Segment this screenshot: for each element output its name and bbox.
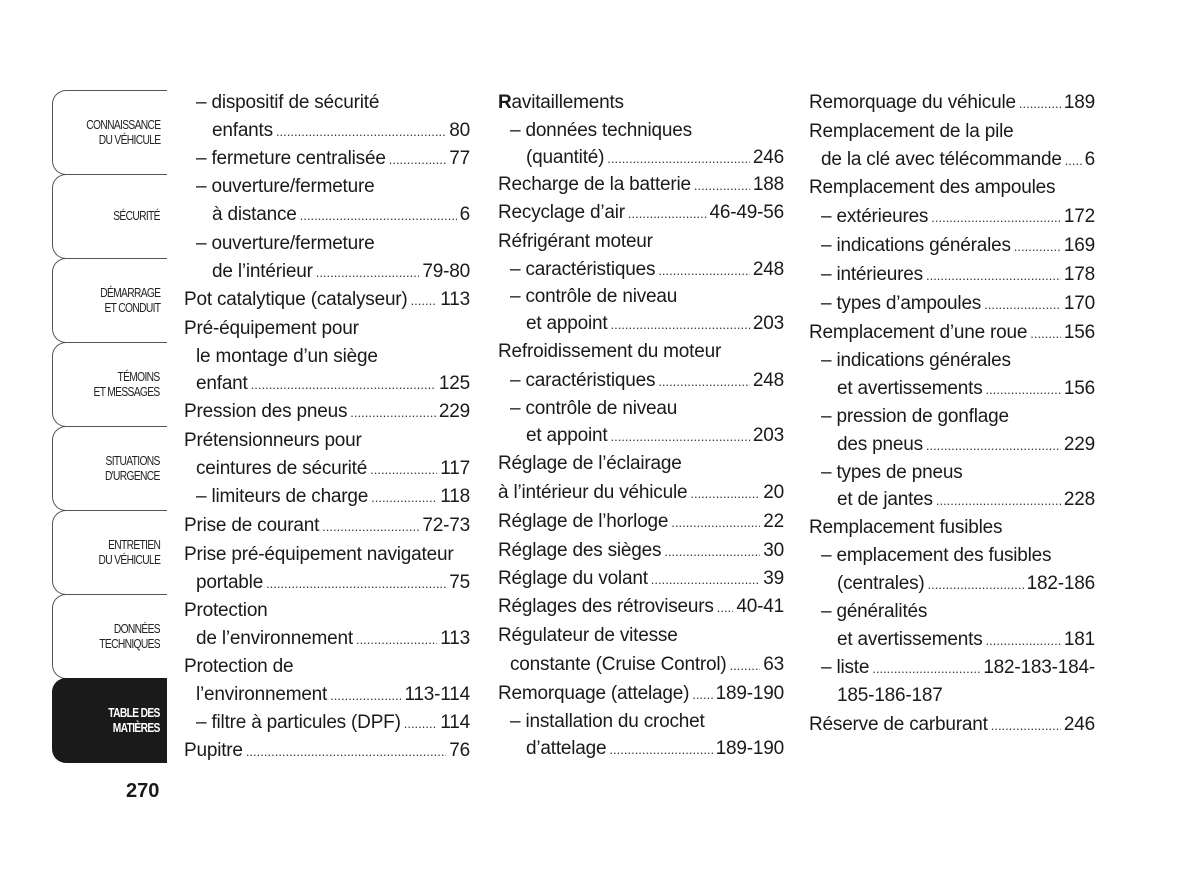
side-tabs (52, 90, 167, 763)
index-entry (184, 370, 470, 397)
entry-page: 178 (1063, 264, 1095, 285)
index-entry (498, 422, 784, 449)
dot-leader (717, 592, 734, 621)
entry-text: à l’intérieur du véhicule (498, 482, 688, 503)
tab-label: CONNAISSANCE DU VÉHICULE (85, 117, 160, 147)
index-entry (498, 171, 784, 198)
index-entry (498, 507, 784, 536)
tab-entretien-du-vehicule[interactable] (52, 510, 167, 595)
index-entry: Réglage de l’éclairage (498, 453, 682, 474)
dot-leader (404, 708, 438, 737)
index-entry (184, 511, 470, 540)
index-entry (184, 455, 470, 482)
index-entry (498, 256, 784, 283)
dot-leader (931, 202, 1061, 231)
page-number: 270 (126, 780, 160, 802)
entry-text: – fermeture centralisée (196, 148, 386, 169)
index-entry (809, 146, 1095, 173)
entry-page: 203 (752, 313, 784, 334)
index-entry: Remplacement des ampoules (809, 177, 1056, 198)
dot-leader (389, 144, 447, 173)
entry-text: Recharge de la batterie (498, 174, 691, 195)
dot-leader (610, 422, 749, 449)
index-entry (809, 289, 1095, 318)
index-entry: – contrôle de niveau (510, 398, 678, 419)
tab-label: ENTRETIEN DU VÉHICULE (98, 537, 160, 567)
index-entry (498, 735, 784, 762)
entry-text: à distance (212, 204, 297, 225)
index-entry: Ravitaillements (498, 92, 624, 113)
entry-page: 22 (763, 511, 784, 532)
entry-text: – indications générales (821, 235, 1011, 256)
entry-page: 229 (438, 401, 470, 422)
dot-leader (370, 455, 437, 482)
entry-page: 156 (1063, 378, 1095, 399)
tab-donnees-techniques[interactable] (52, 594, 167, 679)
dot-leader (322, 511, 419, 540)
entry-text: des pneus (837, 434, 923, 455)
tab-connaissance-du-vehicule[interactable] (52, 90, 167, 175)
entry-text: Réglage des sièges (498, 540, 662, 561)
index-entry (184, 569, 470, 596)
entry-text: Réserve de carburant (809, 714, 988, 735)
dot-leader (694, 171, 750, 198)
index-entry (184, 397, 470, 426)
index-entry: Pré-équipement pour (184, 318, 359, 339)
dot-leader (411, 285, 438, 314)
entry-page: 76 (449, 740, 470, 761)
dot-leader (730, 650, 761, 679)
index-entry: Remplacement fusibles (809, 517, 1003, 538)
entry-text: (quantité) (526, 147, 605, 168)
dot-leader (658, 256, 750, 283)
dot-leader (609, 735, 712, 762)
index-entry (498, 198, 784, 227)
entry-page: 203 (752, 425, 784, 446)
entry-text: de la clé avec télécommande (821, 149, 1062, 170)
dot-leader (991, 710, 1061, 739)
entry-text: Pot catalytique (catalyseur) (184, 289, 408, 310)
tab-table-des-matieres[interactable] (52, 678, 167, 763)
index-entry: – emplacement des fusibles (821, 545, 1052, 566)
entry-page: 20 (763, 482, 784, 503)
index-entry: – contrôle de niveau (510, 286, 678, 307)
index-entry (809, 318, 1095, 347)
entry-page: 113 (440, 289, 470, 310)
dot-leader (300, 200, 457, 229)
dot-leader (330, 681, 401, 708)
index-entry: Prétensionneurs pour (184, 430, 362, 451)
index-entry: – pression de gonflage (821, 406, 1009, 427)
entry-page: 188 (752, 174, 784, 195)
index-entry (809, 88, 1095, 117)
dot-leader (316, 258, 420, 285)
entry-text: Réglages des rétroviseurs (498, 596, 714, 617)
tab-label: SÉCURITÉ (113, 209, 160, 223)
index-entry (809, 625, 1095, 654)
entry-page: 6 (459, 204, 470, 225)
dot-leader (671, 507, 760, 536)
entry-page: 248 (752, 370, 784, 391)
tab-securite[interactable] (52, 174, 167, 259)
entry-text: et appoint (526, 425, 608, 446)
tab-label: TABLE DES MATIÈRES (108, 705, 160, 735)
index-entry (184, 482, 470, 511)
tab-label: SITUATIONS D'URGENCE (105, 453, 160, 483)
dot-leader (664, 536, 760, 565)
dot-leader (692, 679, 712, 708)
index-entry: – types de pneus (821, 462, 963, 483)
entry-text: portable (196, 572, 264, 593)
dot-leader (1030, 318, 1061, 347)
entry-text: – liste (821, 657, 870, 678)
index-entry: Protection (184, 600, 268, 621)
entry-page: 6 (1084, 149, 1095, 170)
entry-page: 40-41 (736, 596, 784, 617)
index-entry (809, 654, 1095, 681)
entry-page: 172 (1063, 206, 1095, 227)
index-entry: Prise pré-équipement navigateur (184, 544, 454, 565)
index-column-3 (809, 88, 1095, 739)
entry-text: (centrales) (837, 573, 925, 594)
entry-page: 79-80 (422, 261, 470, 282)
entry-text: Remorquage du véhicule (809, 92, 1016, 113)
index-entry (184, 285, 470, 314)
entry-text: enfants (212, 120, 273, 141)
entry-text: ceintures de sécurité (196, 458, 368, 479)
index-entry: Régulateur de vitesse (498, 625, 678, 646)
tab-demarrage-et-conduit[interactable] (52, 258, 167, 343)
index-entry (498, 565, 784, 592)
index-entry (184, 200, 470, 229)
entry-page: 182-183-184- (983, 657, 1095, 678)
entry-page: 189 (1063, 92, 1095, 113)
tab-temoins-et-messages[interactable] (52, 342, 167, 427)
dot-leader (690, 478, 760, 507)
entry-text: et avertissements (837, 378, 983, 399)
entry-page: 63 (763, 654, 784, 675)
index-entry (809, 430, 1095, 459)
dot-leader (986, 625, 1061, 654)
entry-page: 118 (440, 486, 470, 507)
dot-leader (266, 569, 446, 596)
entry-text: – caractéristiques (510, 259, 656, 280)
index-entry (809, 486, 1095, 513)
dot-leader (276, 117, 446, 144)
entry-text: Prise de courant (184, 515, 320, 536)
index-entry (498, 478, 784, 507)
entry-page: 170 (1063, 293, 1095, 314)
entry-text: – caractéristiques (510, 370, 656, 391)
index-entry: Remplacement de la pile (809, 121, 1014, 142)
dot-leader (926, 430, 1061, 459)
index-entry (184, 737, 470, 764)
index-entry: – généralités (821, 601, 928, 622)
entry-text: de l’intérieur (212, 261, 313, 282)
tab-label: TÉMOINS ET MESSAGES (93, 369, 160, 399)
entry-text: – types d’ampoules (821, 293, 982, 314)
index-entry (498, 536, 784, 565)
dot-leader (872, 654, 980, 681)
index-entry (498, 144, 784, 171)
index-entry: Réfrigérant moteur (498, 231, 653, 252)
index-entry: 185-186-187 (837, 685, 943, 706)
entry-text: Recyclage d’air (498, 202, 625, 223)
index-entry (809, 260, 1095, 289)
index-column-1 (184, 88, 470, 764)
entry-page: 113 (440, 628, 470, 649)
dot-leader (1014, 231, 1061, 260)
tab-label: DÉMARRAGE ET CONDUIT (99, 285, 160, 315)
dot-leader (658, 366, 750, 395)
dot-leader (936, 486, 1061, 513)
entry-page: 72-73 (422, 515, 470, 536)
index-entry (184, 625, 470, 652)
index-entry: – ouverture/fermeture (196, 233, 375, 254)
index-entry (184, 258, 470, 285)
dot-leader (986, 374, 1061, 403)
entry-text: l’environnement (196, 684, 328, 705)
index-entry (498, 366, 784, 395)
entry-text: et de jantes (837, 489, 933, 510)
entry-text: enfant (196, 373, 248, 394)
entry-page: 80 (449, 120, 470, 141)
dot-leader (251, 370, 436, 397)
index-entry (809, 202, 1095, 231)
dot-leader (651, 565, 760, 592)
index-column-2 (498, 88, 784, 762)
index-entry (498, 310, 784, 337)
dot-leader (928, 569, 1024, 598)
dot-leader (371, 482, 437, 511)
index-entry: Protection de (184, 656, 294, 677)
entry-text: – extérieures (821, 206, 929, 227)
entry-page: 30 (763, 540, 784, 561)
entry-text: Pression des pneus (184, 401, 348, 422)
entry-text: Réglage de l’horloge (498, 511, 669, 532)
index-entry (498, 650, 784, 679)
entry-text: – limiteurs de charge (196, 486, 369, 507)
index-entry (809, 569, 1095, 598)
index-entry (809, 374, 1095, 403)
entry-page: 228 (1063, 489, 1095, 510)
entry-page: 246 (752, 147, 784, 168)
entry-page: 189-190 (715, 683, 784, 704)
entry-page: 117 (440, 458, 470, 479)
dot-leader (246, 737, 446, 764)
index-entry (809, 710, 1095, 739)
entry-text: Remplacement d’une roue (809, 322, 1028, 343)
entry-text: d’attelage (526, 738, 607, 759)
entry-page: 248 (752, 259, 784, 280)
dot-leader (1019, 88, 1061, 117)
entry-text: Remorquage (attelage) (498, 683, 690, 704)
index-entry: Refroidissement du moteur (498, 341, 722, 362)
index-entry (184, 708, 470, 737)
index-entry: – ouverture/fermeture (196, 176, 375, 197)
dot-leader (628, 198, 707, 227)
entry-text: – filtre à particules (DPF) (196, 712, 401, 733)
entry-text: Pupitre (184, 740, 243, 761)
entry-page: 77 (449, 148, 470, 169)
index-entry (184, 144, 470, 173)
index-entry (184, 117, 470, 144)
dot-leader (1065, 146, 1082, 173)
entry-page: 39 (763, 568, 784, 589)
entry-page: 169 (1063, 235, 1095, 256)
entry-text: constante (Cruise Control) (510, 654, 727, 675)
index-entry (498, 592, 784, 621)
dot-leader (926, 260, 1061, 289)
entry-page: 113-114 (404, 684, 470, 705)
entry-page: 229 (1063, 434, 1095, 455)
entry-text: – intérieures (821, 264, 923, 285)
entry-text: et avertissements (837, 629, 983, 650)
index-entry: – données techniques (510, 120, 692, 141)
entry-page: 182-186 (1026, 573, 1095, 594)
index-entry: – dispositif de sécurité (196, 92, 380, 113)
entry-page: 189-190 (715, 738, 784, 759)
entry-text: de l’environnement (196, 628, 353, 649)
index-entry: – installation du crochet (510, 711, 705, 732)
tab-label: DONNÉES TECHNIQUES (99, 621, 160, 651)
tab-situations-d-urgence[interactable] (52, 426, 167, 511)
entry-page: 114 (440, 712, 470, 733)
entry-page: 75 (449, 572, 470, 593)
entry-text: Réglage du volant (498, 568, 648, 589)
dot-leader (350, 397, 436, 426)
dot-leader (356, 625, 437, 652)
index-entry (498, 679, 784, 708)
index-entry (809, 231, 1095, 260)
dot-leader (610, 310, 749, 337)
index-entry (184, 681, 470, 708)
entry-text: et appoint (526, 313, 608, 334)
index-entry: le montage d’un siège (196, 346, 378, 367)
entry-page: 125 (438, 373, 470, 394)
index-entry: – indications générales (821, 350, 1011, 371)
entry-page: 246 (1063, 714, 1095, 735)
entry-page: 46-49-56 (709, 202, 784, 223)
dot-leader (984, 289, 1061, 318)
entry-page: 156 (1063, 322, 1095, 343)
dot-leader (607, 144, 750, 171)
entry-page: 181 (1063, 629, 1095, 650)
